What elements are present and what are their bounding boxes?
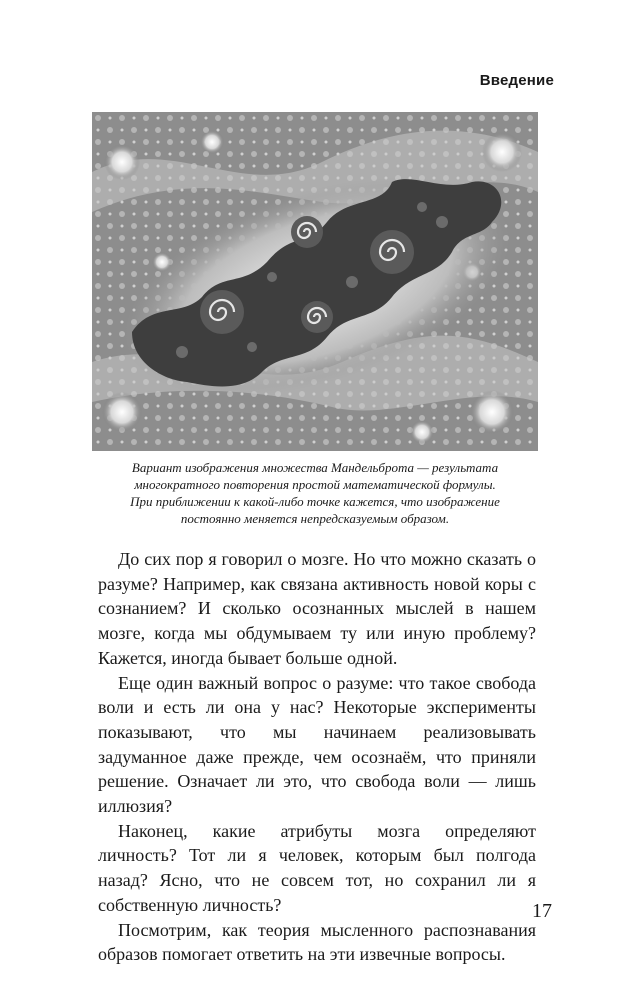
mandelbrot-fractal-image: [92, 112, 538, 451]
paragraph: До сих пор я говорил о мозге. Но что можно сказать о разуме? Например, как связана активность новой коры с сознанием? И сколько осознанных мыслей в нашем мозге, когда мы обдумываем ту или иную проблему? Кажется, иногда бывает больше одной.: [98, 549, 536, 668]
caption-line: При приближении к какой-либо точке кажется, что изображение: [130, 494, 500, 509]
fractal-figure: [92, 112, 538, 451]
body-text: [98, 547, 536, 967]
page-number: 17: [532, 900, 552, 922]
paragraph: Наконец, какие атрибуты мозга определяют личность? Тот ли я человек, которым был полгода назад? Ясно, что не совсем тот, но сохранил ли я собственную личность?: [98, 820, 536, 915]
paragraph: Еще один важный вопрос о разуме: что такое свобода воли и есть ли она у нас? Некоторые эксперименты показывают, что мы начинаем реализовывать задуманное даже прежде, чем осознаём, что приняли решение. Означает ли это, что свобода воли — лишь иллюзия?: [98, 672, 536, 817]
running-head: Введение: [479, 72, 554, 89]
paragraph: Посмотрим, как теория мысленного распознавания образов помогает ответить на эти извечные вопросы.: [98, 919, 536, 965]
caption-line: постоянно меняется непредсказуемым образом.: [180, 511, 450, 526]
figure-caption: [92, 459, 538, 527]
caption-line: многократного повторения простой математической формулы.: [134, 477, 496, 492]
caption-line: Вариант изображения множества Мандельброта — результата: [131, 460, 499, 475]
